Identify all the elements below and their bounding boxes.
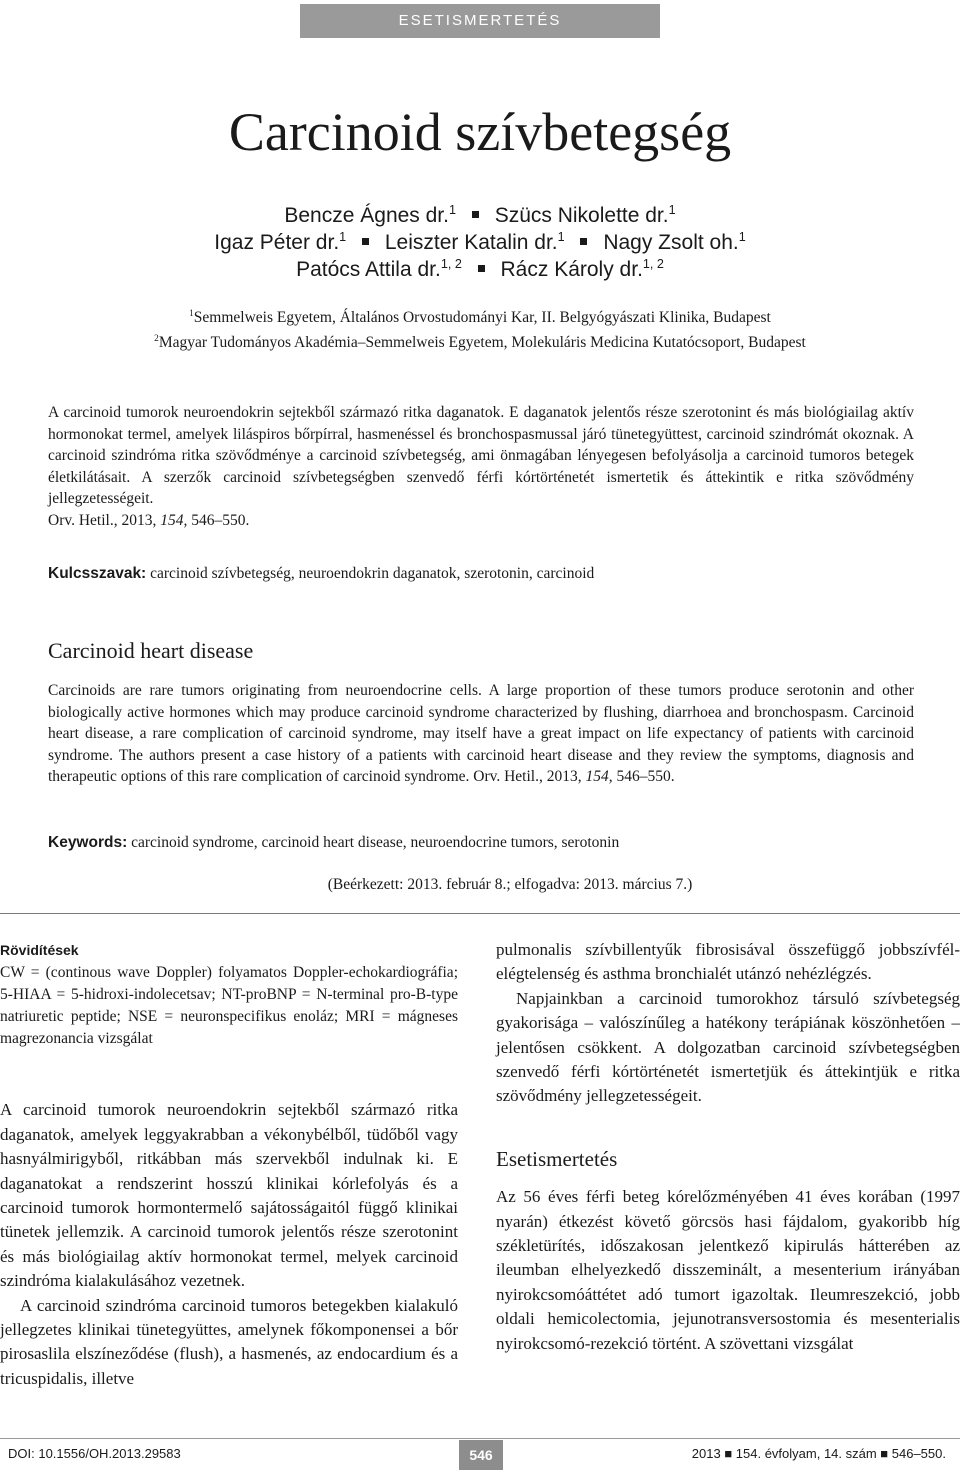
author-affiliation-mark: 1: [557, 230, 565, 244]
author-name: Bencze Ágnes dr.: [284, 204, 449, 227]
affiliation-number: 1: [189, 308, 194, 319]
footer-divider: [0, 1438, 960, 1439]
citation-volume: 154,: [585, 768, 613, 786]
right-column: [496, 938, 960, 1356]
separator-square-icon: [580, 238, 587, 245]
author-name: Leiszter Katalin dr.: [384, 231, 558, 254]
keywords-text: carcinoid szívbetegség, neuroendokrin daganatok, szerotonin, carcinoid: [146, 565, 595, 582]
affiliation-text: Semmelweis Egyetem, Általános Orvostudományi Kar, II. Belgyógyászati Klinika, Budapest: [193, 309, 771, 326]
author-list: [0, 202, 960, 283]
affiliation-2: [0, 333, 960, 353]
body-paragraph: Az 56 éves férfi beteg kórelőzményében 41 éves korában (1997 nyarán) étkezést követő görcsös hasi fájdalom, gyakoribb híg székletürítés, időszakosan jelentkező kipirulás hátterében az ileumban elhelyezkedő disszeminált, a mesenterium irányában nyirokcsomóáttétet adó tumort igazoltak. Ileumreszekció, jobb oldali hemicolectomia, jejunotransversostomia és mesenterialis nyirokcsomó-rezekció történt. A szövettani vizsgálat: [496, 1187, 960, 1353]
author-line-1: [0, 202, 960, 229]
article-title: Carcinoid szívbetegség: [228, 102, 732, 162]
body-paragraph: Napjainkban a carcinoid tumorokhoz társuló szívbetegség gyakorisága – valószínűleg a hatékony terápiának köszönhetően – jelentősen csökkent. A dolgozatban carcinoid szívbetegségben szenvedő férfi kórtörténetét ismertetjük és áttekintjük e ritka szövődmény jellegzetességeit.: [496, 988, 960, 1106]
keywords-text: carcinoid syndrome, carcinoid heart disease, neuroendocrine tumors, serotonin: [127, 834, 620, 851]
abstract-citation: [48, 510, 914, 532]
received-dates: (Beérkezett: 2013. február 8.; elfogadva: 2013. március 7.): [327, 876, 693, 893]
abbreviations-text: CW = (continous wave Doppler) folyamatos Doppler-echokardiográfia; 5-HIAA = 5-hidroxi-indolecetsav; NT-proBNP = N-terminal pro-B-type natriuretic peptide; NSE = neuronspecifikus enoláz; MRI = mágneses magrezonancia vizsgálat: [0, 964, 458, 1048]
author-line-3: [0, 256, 960, 283]
citation-pages: 546–550.: [187, 511, 250, 529]
keywords-hungarian: [48, 563, 914, 584]
author-line-2: [0, 229, 960, 256]
footer-issue: 2013 ■ 154. évfolyam, 14. szám ■ 546–550.: [691, 1446, 946, 1461]
body-paragraph: pulmonalis szívbillentyűk fibrosisával összefüggő jobbszívfél-elégtelenség és asthma bronchialét utánzó nehézlégzés.: [496, 940, 960, 984]
abstract-text: [48, 680, 914, 788]
abstract-text: A carcinoid tumorok neuroendokrin sejtekből származó ritka daganatok. E daganatok jelentős része szerotonint és más biológiailag aktív hormonokat termel, amelyek liláspiros bőrpírral, hasmenéssel és bronchospasmussal járó tünetegyüttest, carcinoid szindrómát okoznak. A carcinoid szindróma ritka szövődménye a carcinoid szívbetegség, ami önmagában lényegesen befolyásolja a carcinoid tumoros betegek életkilátásait. A szerzők carcinoid szívbetegségben szenvedő férfi kórtörténetét ismertetik és áttekintik e ritka szövődmény jellegzetességeit.: [48, 404, 914, 508]
citation-pages: 546–550.: [612, 768, 675, 786]
affiliation-1: [0, 308, 960, 328]
author-affiliation-mark: 1: [668, 203, 676, 217]
author-affiliation-mark: 1: [738, 230, 746, 244]
affiliation-number: 2: [154, 333, 159, 344]
separator-square-icon: [472, 211, 479, 218]
separator-square-icon: [478, 265, 485, 272]
author-name: Igaz Péter dr.: [214, 231, 340, 254]
section-heading: Esetismertetés: [496, 1146, 618, 1171]
separator-square-icon: [362, 238, 369, 245]
author-name: Rácz Károly dr.: [500, 258, 643, 281]
author-affiliation-mark: 1: [339, 230, 347, 244]
citation-journal: Orv. Hetil., 2013,: [48, 511, 161, 529]
body-paragraph: A carcinoid tumorok neuroendokrin sejtekből származó ritka daganatok, amelyek leggyakrabban a vékonybélből, tüdőből vagy hasnyálmirigyből, ritkábban más szervekből indulnak ki. E daganatokat a rendszerint hosszú klinikai kórlefolyás és a carcinoid tumorok hormontermelő sajátosságaitól függő klinikai tünetek jellemzik. A carcinoid tumorok jelentős része szerotonint és más biológiailag aktív hormonokat termel, melyek carcinoid szindróma kialakulásához vezetnek.: [0, 1100, 458, 1291]
footer-doi: DOI: 10.1556/OH.2013.29583: [8, 1446, 181, 1461]
body-paragraph: A carcinoid szindróma carcinoid tumoros betegekben kialakuló jellegzetes klinikai tünetegyüttes, amelynek főkomponensei a bőr pirosaslila elszíneződése (flush), a hasmenés, az endocardium és a tricuspidalis, illetve: [0, 1295, 458, 1388]
citation-volume: 154,: [160, 511, 188, 529]
section-divider: [0, 913, 960, 914]
author-name: Nagy Zsolt oh.: [603, 231, 739, 254]
abstract-english: [48, 680, 914, 788]
affiliation-text: Magyar Tudományos Akadémia–Semmelweis Egyetem, Molekuláris Medicina Kutatócsoport, Budapest: [158, 334, 806, 351]
page-number: 546: [459, 1440, 503, 1470]
abstract-body: Carcinoids are rare tumors originating from neuroendocrine cells. A large proportion of these tumors produce serotonin and other biologically active hormones which may produce carcinoid syndrome characterized by flushing, diarrhoea and bronchospasm. Carcinoid heart disease, a rare complication of carcinoid syndrome, may itself have a great impact on life expectancy of patients with carcinoid syndrome. The authors present a case history of a patients with carcinoid heart disease and they review the symptoms, diagnosis and therapeutic options of this rare complication of carcinoid syndrome. Orv. Hetil., 2013,: [48, 682, 914, 786]
abbreviations-heading: Rövidítések: [0, 942, 79, 958]
keywords-label: Kulcsszavak:: [48, 565, 147, 582]
author-name: Patócs Attila dr.: [296, 258, 441, 281]
section-tag: ESETISMERTETÉS: [300, 4, 660, 38]
author-affiliation-mark: 1, 2: [440, 257, 462, 271]
keywords-label: Keywords:: [48, 834, 128, 851]
author-affiliation-mark: 1, 2: [642, 257, 664, 271]
left-column: [0, 938, 458, 1391]
author-name: Szücs Nikolette dr.: [494, 204, 669, 227]
abstract-hungarian: [48, 402, 914, 532]
author-affiliation-mark: 1: [448, 203, 456, 217]
english-title: Carcinoid heart disease: [48, 638, 254, 663]
keywords-english: [48, 832, 914, 853]
